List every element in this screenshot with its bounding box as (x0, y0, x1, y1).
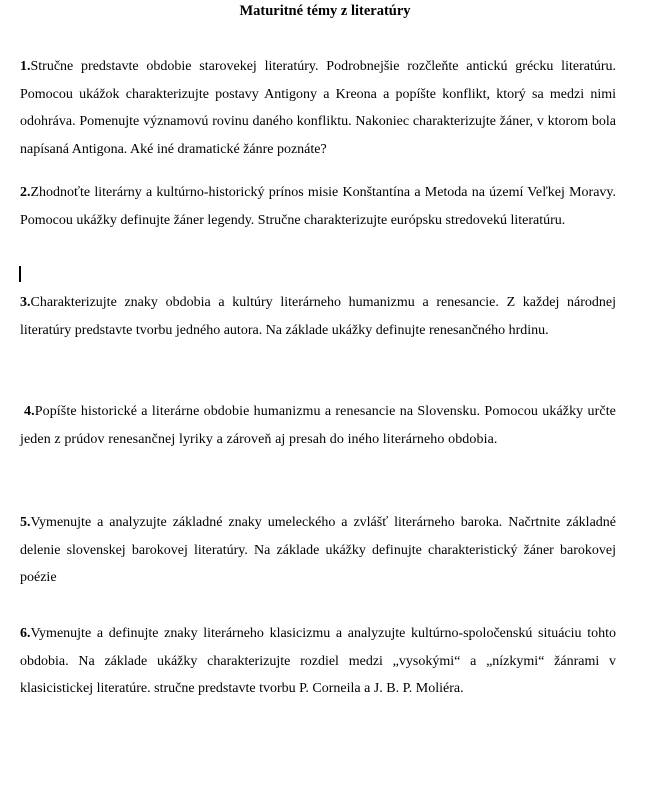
text-cursor (19, 266, 21, 282)
topic-2-text: Zhodnoťte literárny a kultúrno-historický prínos misie Konštantína a Metoda na území Veľkej Moravy. Pomocou ukážky definujte žáner legendy. Stručne charakterizujte európsku stredovekú literatúru. (20, 185, 616, 228)
topic-2 (20, 179, 616, 234)
document-title: Maturitné témy z literatúry (239, 3, 411, 19)
topic-4 (20, 398, 616, 453)
topic-3-number: 3. (20, 295, 31, 310)
topic-6 (20, 620, 616, 703)
topic-1 (20, 53, 616, 163)
topic-5 (20, 509, 616, 592)
topic-1-number: 1. (20, 59, 31, 74)
topic-4-text: Popíšte historické a literárne obdobie humanizmu a renesancie na Slovensku. Pomocou ukážky určte jeden z prúdov renesančnej lyriky a zároveň aj presah do iného literárneho obdobia. (20, 404, 616, 447)
topic-3 (20, 289, 616, 344)
topic-1-text: Stručne predstavte obdobie starovekej literatúry. Podrobnejšie rozčleňte antickú grécku literatúru. Pomocou ukážok charakterizujte postavy Antigony a Kreona a popíšte konflikt, ktorý sa medzi nimi odohráva. Pomenujte významovú rovinu daného konfliktu. Nakoniec charakterizujte žáner, v ktorom bola napísaná Antigona. Aké iné dramatické žánre poznáte? (20, 59, 616, 157)
topic-5-number: 5. (20, 515, 31, 530)
topic-2-number: 2. (20, 185, 31, 200)
topic-3-text: Charakterizujte znaky obdobia a kultúry literárneho humanizmu a renesancie. Z každej národnej literatúry predstavte tvorbu jedného autora. Na základe ukážky definujte renesančného hrdinu. (20, 295, 616, 338)
topic-6-number: 6. (20, 626, 31, 641)
topic-4-number: 4. (24, 404, 35, 419)
topic-5-text: Vymenujte a analyzujte základné znaky umeleckého a zvlášť literárneho baroka. Načrtnite základné delenie slovenskej barokovej literatúry. Na základe ukážky definujte charakteristický žáner barokovej poézie (20, 515, 616, 585)
topic-6-text: Vymenujte a definujte znaky literárneho klasicizmu a analyzujte kultúrno-spoločenskú situáciu tohto obdobia. Na základe ukážky charakterizujte rozdiel medzi „vysokými“ a „nízkymi“ žánrami v klasicistickej literatúre. stručne predstavte tvorbu P. Corneila a J. B. P. Moliéra. (20, 626, 616, 696)
